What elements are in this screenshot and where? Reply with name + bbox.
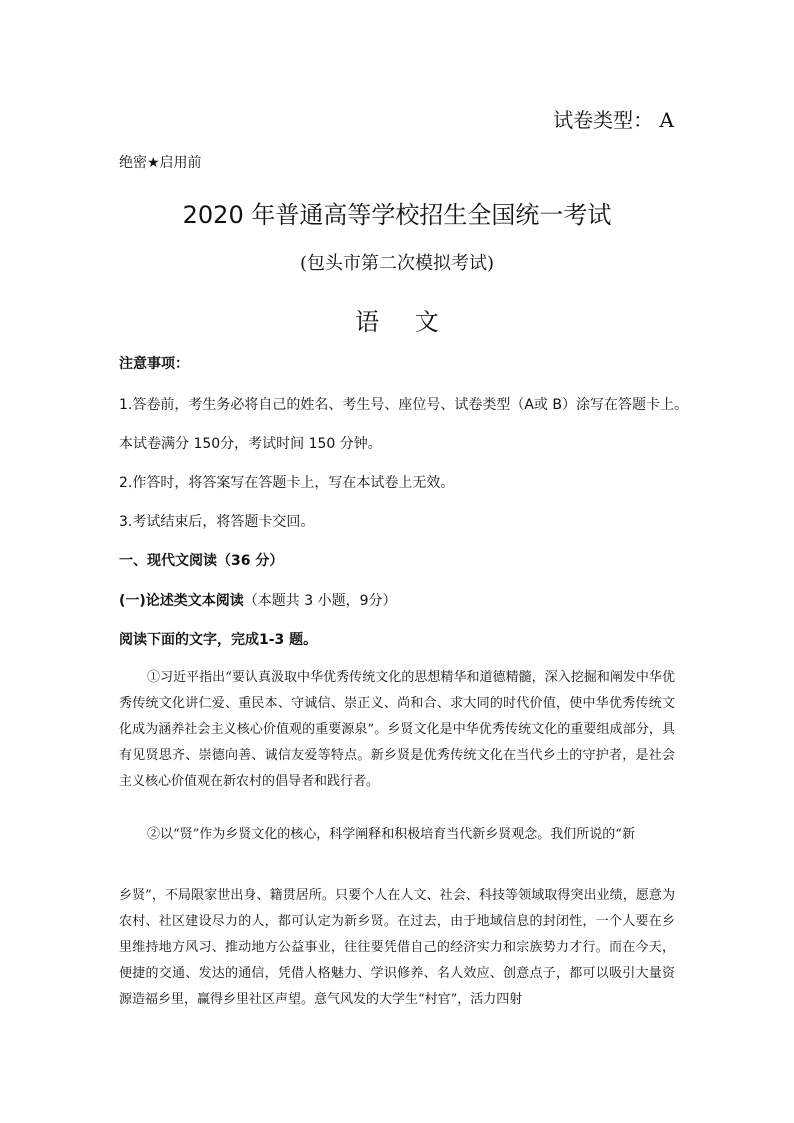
exam-type-label: 试卷类型： A <box>553 108 674 132</box>
reading-instruction: 阅读下面的文字，完成1-3 题。 <box>119 632 318 648</box>
exam-title: 2020 年普通高等学校招生全国统一考试 <box>182 201 612 229</box>
notice-item: 1.答卷前，考生务必将自己的姓名、考生号、座位号、试卷类型（A或 B）涂写在答题卡上。 <box>119 397 688 413</box>
passage-paragraph-2: ②以“贤”作为乡贤文化的核心，科学阐释和积极培育当代新乡贤观念。我们所说的“新 <box>147 827 635 842</box>
notice-item: 2.作答时，将答案写在答题卡上，写在本试卷上无效。 <box>119 475 455 491</box>
section-title: 一、现代文阅读（36 分） <box>119 553 284 569</box>
subsection-title-detail: （本题共 3 小题，9分） <box>243 593 397 609</box>
subsection-title-bold: (一)论述类文本阅读 <box>119 593 244 609</box>
notice-item: 本试卷满分 150分，考试时间 150 分钟。 <box>119 436 382 452</box>
subsection-title <box>119 590 397 610</box>
passage-paragraph-2-continued: 乡贤”，不局限家世出身、籍贯居所。只要个人在人文、社会、科技等领域取得突出业绩，愿意为农村、社区建设尽力的人，都可认定为新乡贤。在过去，由于地域信息的封闭性，一个人要在乡里维持地方风习、推动地方公益事业，往往要凭借自己的经济实力和宗族势力才行。而在今天，便捷的交通、发达的通信，凭借人格魅力、学识修养、名人效应、创意点子，都可以吸引大量资源造福乡里，赢得乡里社区声望。意气风发的大学生“村官”，活力四射 <box>119 888 675 1007</box>
notice-item: 3.考试结束后，将答题卡交回。 <box>119 514 315 530</box>
exam-subtitle: (包头市第二次模拟考试) <box>299 253 495 274</box>
secret-label: 绝密★启用前 <box>119 155 202 171</box>
notice-heading: 注意事项： <box>119 356 189 372</box>
passage-paragraph-1: ①习近平指出“要认真汲取中华优秀传统文化的思想精华和道德精髓，深入挖掘和阐发中华优秀传统文化讲仁爱、重民本、守诚信、崇正义、尚和合、求大同的时代价值，使中华优秀传统文化成为涵养社会主义核心价值观的重要源泉”。乡贤文化是中华优秀传统文化的重要组成部分，具有见贤思齐、崇德向善、诚信友爱等特点。新乡贤是优秀传统文化在当代乡土的守护者，是社会主义核心价值观在新农村的倡导者和践行者。 <box>119 670 675 789</box>
subject-title: 语 文 <box>355 308 453 336</box>
